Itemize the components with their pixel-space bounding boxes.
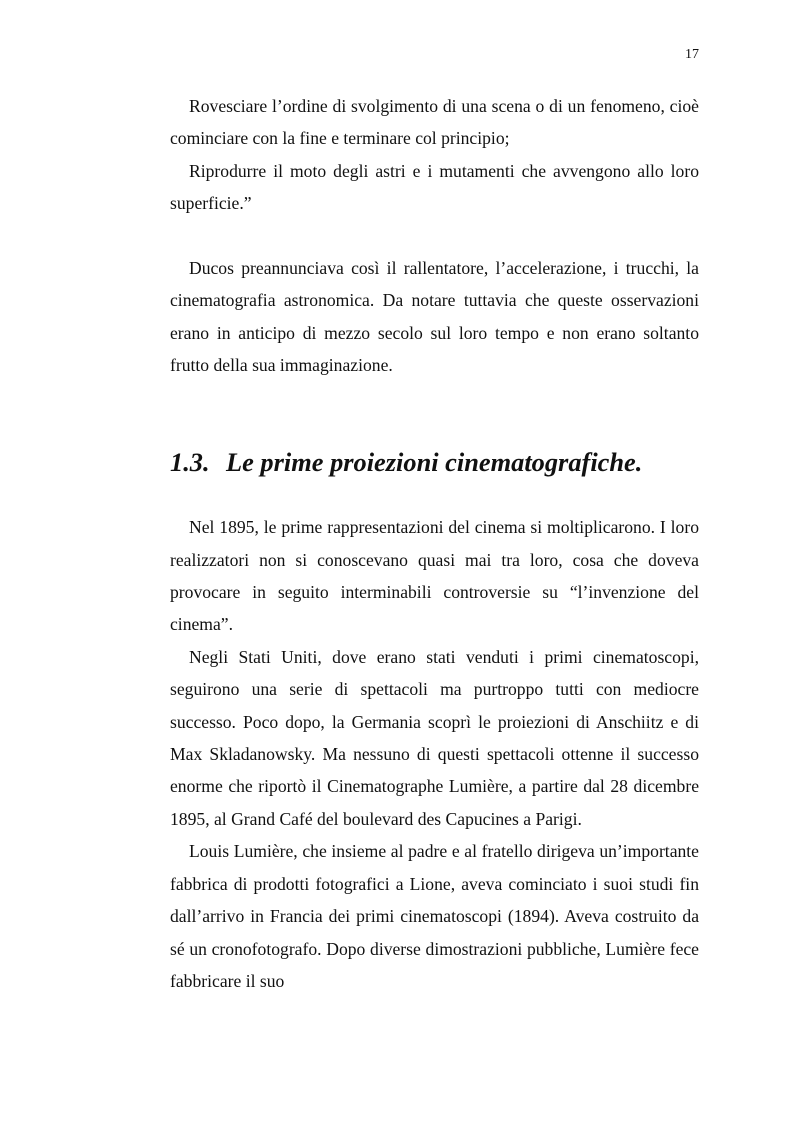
section-gap-top	[170, 382, 699, 414]
paragraph-quote-2: Riprodurre il moto degli astri e i mutamenti che avvengono allo loro superficie.”	[170, 160, 699, 214]
section-title: Le prime proiezioni cinematografiche.	[226, 447, 643, 478]
section-heading	[170, 446, 699, 478]
paragraph-gap	[170, 220, 699, 252]
paragraph-ducos: Ducos preannunciava così il rallentatore, l’accelerazione, i trucchi, la cinematografia astronomica. Da notare tuttavia che queste osservazioni erano in anticipo di mezzo secolo sul loro tempo e non erano soltanto frutto della sua immaginazione.	[170, 258, 699, 376]
paragraph-lumiere: Louis Lumière, che insieme al padre e al fratello dirigeva un’importante fabbrica di prodotti fotografici a Lione, aveva cominciato i suoi studi fin dall’arrivo in Francia dei primi cinematoscopi (1894). Aveva costruito da sé un cronofotografo. Dopo diverse dimostrazioni pubbliche, Lumière fece fabbricare il suo	[170, 841, 699, 991]
page-number: 17	[685, 47, 699, 62]
section-number: 1.3.	[170, 447, 210, 478]
paragraph-stati-uniti: Negli Stati Uniti, dove erano stati venduti i primi cinematoscopi, seguirono una serie di spettacoli ma purtroppo tutti con mediocre successo. Poco dopo, la Germania scoprì le proiezioni di Anschiitz e di Max Skladanowsky. Ma nessuno di questi spettacoli ottenne il successo enorme che riportò il Cinematographe Lumière, a partire dal 28 dicembre 1895, al Grand Café del boulevard des Capucines a Parigi.	[170, 646, 699, 829]
section-gap-bottom	[170, 479, 699, 511]
page-body	[170, 90, 699, 997]
paragraph-1895: Nel 1895, le prime rappresentazioni del cinema si moltiplicarono. I loro realizzatori non si conoscevano quasi mai tra loro, cosa che doveva provocare in seguito interminabili controversie su “l’invenzione del cinema”.	[170, 517, 699, 635]
paragraph-quote-1: Rovesciare l’ordine di svolgimento di una scena o di un fenomeno, cioè cominciare con la fine e terminare col principio;	[170, 96, 699, 149]
section-gap-top-2	[170, 414, 699, 446]
